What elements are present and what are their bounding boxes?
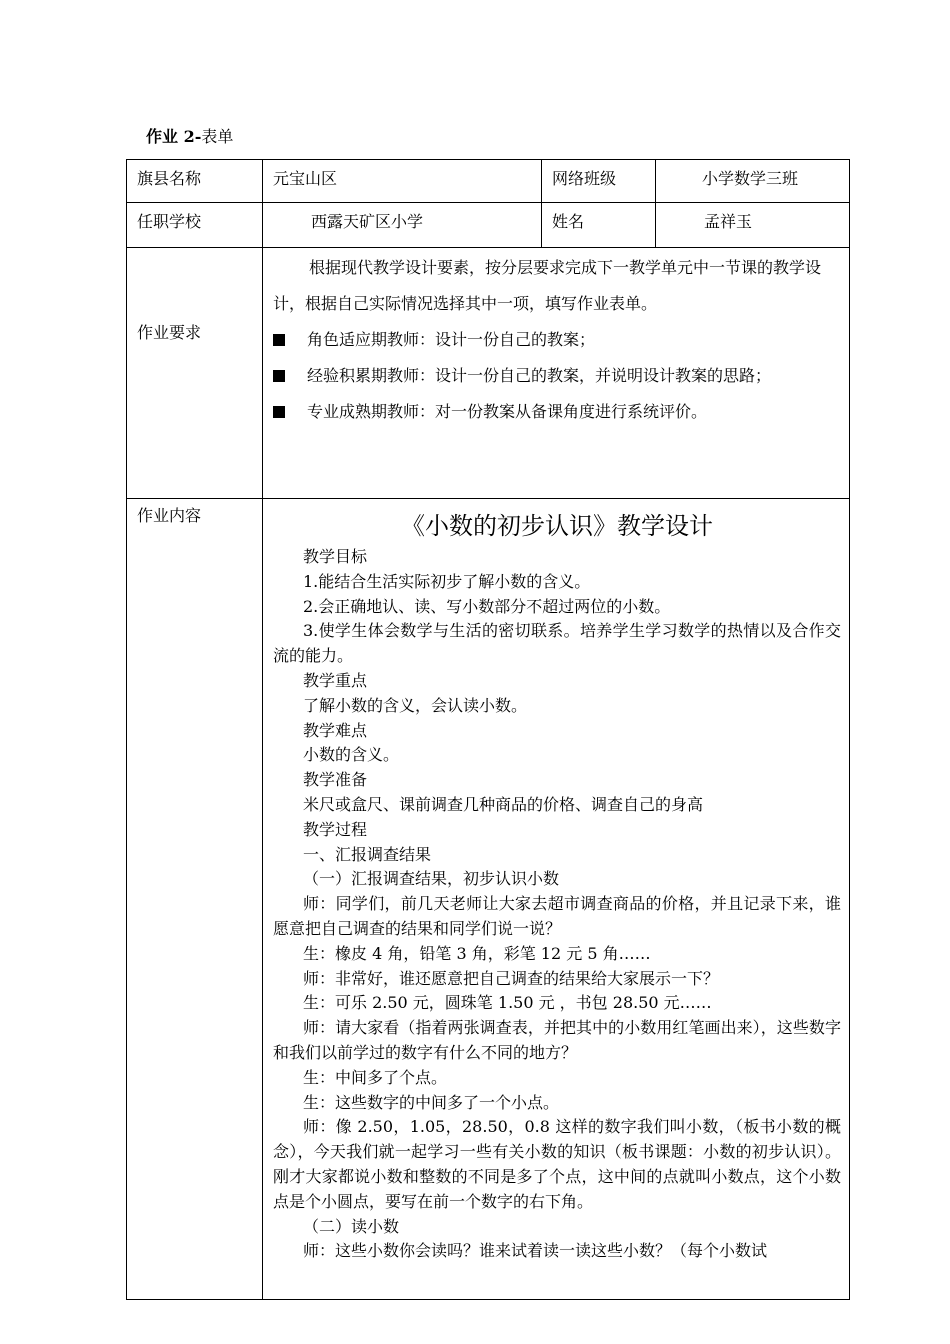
requirement-item	[273, 322, 843, 358]
page-title-bold: 作业 2-	[146, 127, 202, 146]
lesson-paragraph: （一）汇报调查结果，初步认识小数	[303, 869, 560, 889]
lesson-paragraph: 教学准备	[303, 770, 368, 790]
lesson-paragraph: 1.能结合生活实际初步了解小数的含义。	[303, 571, 591, 591]
square-bullet-icon	[273, 406, 285, 418]
square-bullet-icon	[273, 370, 285, 382]
page-title-rest: 表单	[201, 127, 234, 146]
form-row-school	[127, 203, 850, 248]
lesson-paragraph: 师：像 2.50，1.05，28.50，0.8 这样的数字我们叫小数，（板书小数的概念），今天我们就一起学习一些有关小数的知识（板书课题：小数的初步认识）。刚才大家都说小数和整数的不同是多了个点，这中间的点就叫小数点，这个小数点是个小圆点，要写在前一个数字的右下角。	[273, 1117, 841, 1211]
form-row-content	[127, 499, 850, 1300]
lesson-paragraph: 生：中间多了个点。	[303, 1067, 448, 1087]
school-value: 西露天矿区小学	[263, 203, 542, 248]
lesson-paragraph: 2.会正确地认、读、写小数部分不超过两位的小数。	[303, 596, 671, 616]
assignment-form-table	[126, 159, 850, 1300]
lesson-paragraph: 教学重点	[303, 670, 368, 690]
content-label: 作业内容	[127, 499, 263, 1300]
lesson-title: 《小数的初步认识》教学设计	[401, 512, 713, 540]
requirements-label: 作业要求	[127, 248, 263, 499]
requirement-item-text: 经验积累期教师：设计一份自己的教案，并说明设计教案的思路；	[307, 366, 772, 385]
lesson-paragraph: （二）读小数	[303, 1216, 400, 1236]
requirements-body	[263, 248, 850, 499]
name-value: 孟祥玉	[656, 203, 850, 248]
lesson-paragraph: 教学目标	[303, 547, 368, 566]
requirement-item	[273, 394, 843, 430]
class-label: 网络班级	[542, 160, 656, 203]
square-bullet-icon	[273, 334, 285, 346]
lesson-paragraph: 生：这些数字的中间多了一个小点。	[303, 1092, 560, 1112]
page-title	[146, 124, 233, 147]
school-label: 任职学校	[127, 203, 263, 248]
form-row-county	[127, 160, 850, 203]
form-row-requirements	[127, 248, 850, 499]
lesson-paragraph: 小数的含义。	[303, 745, 400, 765]
name-label: 姓名	[542, 203, 656, 248]
requirement-item-text: 角色适应期教师：设计一份自己的教案；	[307, 330, 596, 349]
lesson-paragraph: 师：这些小数你会读吗？谁来试着读一读这些小数？（每个小数试	[303, 1241, 768, 1261]
lesson-paragraph: 生：橡皮 4 角，铅笔 3 角，彩笔 12 元 5 角……	[303, 943, 651, 963]
lesson-paragraph: 教学难点	[303, 720, 368, 740]
lesson-paragraph: 了解小数的含义，会认读小数。	[303, 695, 528, 715]
class-value: 小学数学三班	[656, 160, 850, 203]
lesson-paragraph: 师：同学们，前几天老师让大家去超市调查商品的价格，并且记录下来，谁愿意把自己调查的结果和同学们说一说？	[273, 894, 841, 938]
lesson-paragraph: 一、汇报调查结果	[303, 844, 432, 864]
county-value: 元宝山区	[263, 160, 542, 203]
lesson-paragraph: 生：可乐 2.50 元，圆珠笔 1.50 元 ，书包 28.50 元……	[303, 993, 712, 1013]
lesson-paragraph: 师：请大家看（指着两张调查表，并把其中的小数用红笔画出来），这些数字和我们以前学过的数字有什么不同的地方？	[273, 1018, 841, 1062]
lesson-paragraph: 3.使学生体会数学与生活的密切联系。培养学生学习数学的热情以及合作交流的能力。	[273, 621, 841, 666]
lesson-paragraph: 教学过程	[303, 819, 368, 839]
requirement-item	[273, 358, 843, 394]
lesson-content	[263, 499, 850, 1300]
lesson-paragraph: 师：非常好，谁还愿意把自己调查的结果给大家展示一下？	[303, 968, 720, 988]
requirement-item-text: 专业成熟期教师：对一份教案从备课角度进行系统评价。	[307, 402, 708, 421]
requirements-intro: 根据现代教学设计要素，按分层要求完成下一教学单元中一节课的教学设计，根据自己实际情况选择其中一项，填写作业表单。	[273, 258, 822, 313]
lesson-paragraph: 米尺或盒尺、课前调查几种商品的价格、调查自己的身高	[303, 794, 704, 814]
county-label: 旗县名称	[127, 160, 263, 203]
